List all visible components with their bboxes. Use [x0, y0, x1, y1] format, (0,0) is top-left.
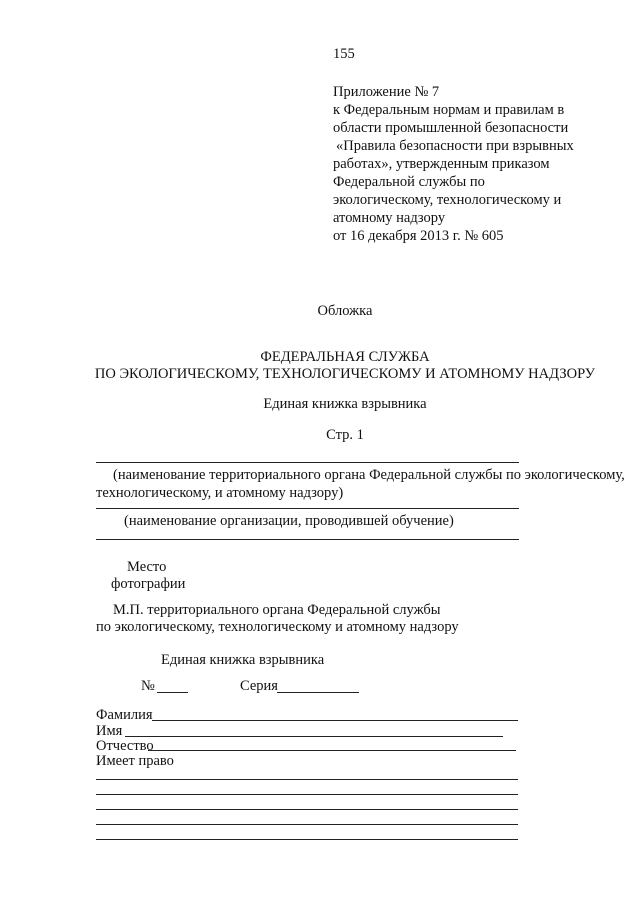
number-field[interactable] [157, 692, 188, 693]
cover-label: Обложка [317, 303, 373, 319]
page-number: 155 [333, 46, 355, 62]
appendix-line-4: «Правила безопасности при взрывных [336, 138, 574, 154]
agency-line-2: ПО ЭКОЛОГИЧЕСКОМУ, ТЕХНОЛОГИЧЕСКОМУ И АТОМНОМУ НАДЗОРУ [94, 366, 596, 382]
surname-label: Фамилия [96, 707, 153, 723]
book-title-2: Единая книжка взрывника [161, 652, 325, 668]
appendix-line-9: от 16 декабря 2013 г. № 605 [333, 228, 504, 244]
series-label: Серия [240, 678, 278, 694]
right-line-4[interactable] [96, 824, 518, 825]
territorial-caption-line-1: (наименование территориального органа Федеральной службы по экологическому, [113, 467, 625, 483]
appendix-line-7: экологическому, технологическому и [333, 192, 562, 208]
name-field[interactable] [125, 736, 503, 737]
territorial-caption-line-2: технологическому, и атомному надзору) [96, 485, 344, 501]
appendix-line-8: атомному надзору [333, 210, 446, 226]
book-title: Единая книжка взрывника [263, 396, 427, 412]
agency-line-1: ФЕДЕРАЛЬНАЯ СЛУЖБА [260, 349, 430, 365]
appendix-line-5: работах», утвержденным приказом [333, 156, 550, 172]
appendix-line-6: Федеральной службы по [333, 174, 485, 190]
organization-line[interactable] [96, 508, 519, 509]
number-label: № [141, 678, 155, 694]
photo-label-line-1: Место [127, 559, 167, 575]
right-line-1[interactable] [96, 779, 518, 780]
appendix-line-3: области промышленной безопасности [333, 120, 569, 136]
organization-line-2[interactable] [96, 539, 519, 540]
right-label: Имеет право [96, 753, 174, 769]
right-line-3[interactable] [96, 809, 518, 810]
appendix-line-1: Приложение № 7 [333, 84, 440, 100]
patronymic-field[interactable] [148, 750, 516, 751]
right-line-5[interactable] [96, 839, 518, 840]
surname-field[interactable] [152, 720, 518, 721]
name-label: Имя [96, 723, 123, 739]
photo-label-line-2: фотографии [111, 576, 186, 592]
patronymic-label: Отчество [96, 738, 154, 754]
appendix-line-2: к Федеральным нормам и правилам в [333, 102, 565, 118]
stamp-line-2: по экологическому, технологическому и атомному надзору [96, 619, 459, 635]
organization-caption: (наименование организации, проводившей обучение) [124, 513, 454, 529]
page-label: Стр. 1 [326, 427, 364, 443]
series-field[interactable] [277, 692, 359, 693]
stamp-line-1: М.П. территориального органа Федеральной службы [113, 602, 441, 618]
right-line-2[interactable] [96, 794, 518, 795]
territorial-body-line[interactable] [96, 462, 519, 463]
